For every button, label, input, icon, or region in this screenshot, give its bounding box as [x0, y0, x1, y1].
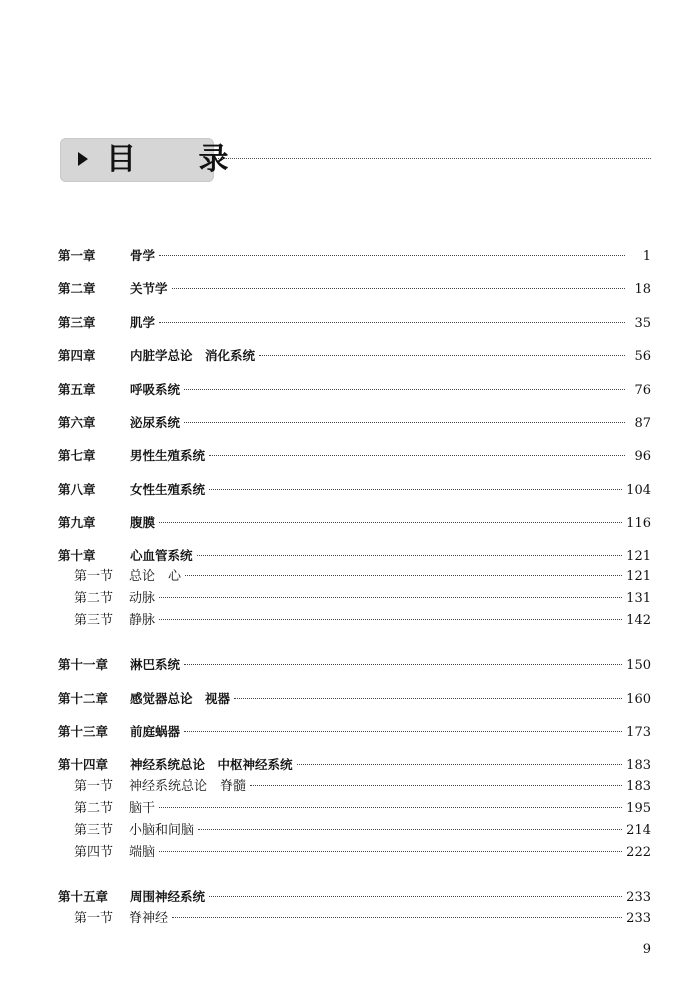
- toc-chapter-entry[interactable]: [58, 413, 651, 433]
- dot-leader: [159, 851, 622, 852]
- toc-entry-label: 第十五章: [58, 889, 109, 904]
- dot-leader: [172, 288, 625, 289]
- toc-chapter-entry[interactable]: [58, 380, 651, 400]
- toc-section-entry[interactable]: [58, 567, 651, 587]
- dot-leader: [297, 764, 623, 765]
- toc-chapter-entry[interactable]: [58, 546, 651, 566]
- toc-entry-title: 感觉器总论 视器: [130, 691, 231, 706]
- toc-chapter-entry[interactable]: [58, 755, 651, 775]
- dot-leader: [172, 917, 622, 918]
- toc-section-entry[interactable]: [58, 821, 651, 841]
- toc-entry-label: 第六章: [58, 415, 96, 430]
- toc-section-entry[interactable]: [58, 589, 651, 609]
- toc-entry-page: 214: [626, 823, 651, 838]
- toc-entry-title: 神经系统总论 脊髓: [129, 779, 247, 794]
- toc-entry-title: 脊神经: [129, 911, 169, 926]
- dot-leader: [250, 785, 622, 786]
- toc-section-entry[interactable]: [58, 843, 651, 863]
- toc-chapter-entry[interactable]: [58, 246, 651, 266]
- toc-entry-title: 总论 心: [129, 569, 182, 584]
- toc-entry-page: 18: [634, 282, 651, 297]
- dot-leader: [184, 731, 622, 732]
- toc-entry-title: 内脏学总论 消化系统: [130, 348, 256, 363]
- dot-leader: [198, 829, 622, 830]
- toc-entry-title: 前庭蜗器: [130, 724, 181, 739]
- toc-entry-label: 第一章: [58, 248, 96, 263]
- dot-leader: [159, 597, 622, 598]
- toc-entry-title: 女性生殖系统: [130, 482, 206, 497]
- toc-entry-title: 动脉: [129, 591, 156, 606]
- toc-entry-page: 96: [634, 449, 651, 464]
- toc-entry-title: 骨学: [130, 248, 156, 263]
- toc-entry-title: 男性生殖系统: [130, 448, 206, 463]
- toc-chapter-entry[interactable]: [58, 513, 651, 533]
- toc-section-entry[interactable]: [58, 777, 651, 797]
- toc-entry-page: 183: [626, 758, 651, 773]
- toc-section-entry[interactable]: [58, 909, 651, 929]
- page-number: 9: [642, 942, 651, 957]
- toc-entry-page: 1: [642, 249, 651, 264]
- toc-section-entry[interactable]: [58, 799, 651, 819]
- table-of-contents: [58, 0, 651, 995]
- toc-entry-title: 端脑: [129, 845, 156, 860]
- toc-chapter-entry[interactable]: [58, 689, 651, 709]
- toc-entry-label: 第四章: [58, 348, 96, 363]
- toc-entry-title: 小脑和间脑: [129, 823, 195, 838]
- toc-chapter-entry[interactable]: [58, 313, 651, 333]
- toc-entry-label: 第二节: [74, 801, 114, 816]
- toc-entry-label: 第三节: [74, 823, 114, 838]
- toc-entry-page: 121: [626, 549, 651, 564]
- toc-entry-title: 肌学: [130, 315, 156, 330]
- toc-entry-page: 116: [626, 516, 651, 531]
- toc-chapter-entry[interactable]: [58, 446, 651, 466]
- toc-entry-page: 131: [626, 591, 651, 606]
- dot-leader: [159, 619, 622, 620]
- dot-leader: [184, 389, 625, 390]
- toc-entry-title: 周围神经系统: [130, 889, 206, 904]
- toc-entry-page: 87: [634, 416, 651, 431]
- dot-leader: [159, 807, 622, 808]
- toc-entry-label: 第一节: [74, 911, 114, 926]
- toc-entry-page: 76: [634, 383, 651, 398]
- toc-entry-label: 第七章: [58, 448, 96, 463]
- toc-entry-title: 静脉: [129, 613, 156, 628]
- toc-section-entry[interactable]: [58, 611, 651, 631]
- toc-entry-page: 222: [626, 845, 651, 860]
- dot-leader: [209, 896, 622, 897]
- dot-leader: [209, 489, 622, 490]
- toc-entry-label: 第二章: [58, 281, 96, 296]
- toc-entry-label: 第十三章: [58, 724, 109, 739]
- toc-entry-title: 腹膜: [130, 515, 156, 530]
- toc-entry-label: 第十章: [58, 548, 96, 563]
- toc-entry-page: 233: [626, 890, 651, 905]
- dot-leader: [184, 664, 622, 665]
- toc-entry-page: 142: [626, 613, 651, 628]
- toc-entry-page: 35: [634, 316, 651, 331]
- dot-leader: [197, 555, 623, 556]
- toc-chapter-entry[interactable]: [58, 722, 651, 742]
- dot-leader: [209, 455, 625, 456]
- toc-entry-title: 泌尿系统: [130, 415, 181, 430]
- toc-entry-label: 第十一章: [58, 657, 109, 672]
- dot-leader: [184, 422, 625, 423]
- toc-entry-page: 121: [626, 569, 651, 584]
- toc-chapter-entry[interactable]: [58, 480, 651, 500]
- toc-entry-label: 第五章: [58, 382, 96, 397]
- dot-leader: [159, 322, 625, 323]
- toc-entry-title: 呼吸系统: [130, 382, 181, 397]
- toc-entry-label: 第二节: [74, 591, 114, 606]
- toc-chapter-entry[interactable]: [58, 346, 651, 366]
- toc-entry-page: 56: [634, 349, 651, 364]
- toc-chapter-entry[interactable]: [58, 279, 651, 299]
- toc-chapter-entry[interactable]: [58, 655, 651, 675]
- toc-entry-label: 第八章: [58, 482, 96, 497]
- toc-entry-page: 233: [626, 911, 651, 926]
- toc-entry-title: 淋巴系统: [130, 657, 181, 672]
- toc-entry-label: 第一节: [74, 779, 114, 794]
- toc-entry-title: 心血管系统: [130, 548, 193, 563]
- toc-entry-label: 第十二章: [58, 691, 109, 706]
- toc-entry-page: 104: [626, 483, 651, 498]
- toc-entry-label: 第三节: [74, 613, 114, 628]
- dot-leader: [234, 698, 622, 699]
- toc-entry-label: 第九章: [58, 515, 96, 530]
- toc-entry-title: 关节学: [130, 281, 168, 296]
- toc-chapter-entry[interactable]: [58, 887, 651, 907]
- dot-leader: [259, 355, 625, 356]
- toc-entry-page: 195: [626, 801, 651, 816]
- toc-heading-text: 目 录: [106, 142, 255, 177]
- dot-leader: [159, 255, 625, 256]
- toc-entry-page: 173: [626, 725, 651, 740]
- toc-entry-label: 第三章: [58, 315, 96, 330]
- toc-entry-page: 160: [626, 692, 651, 707]
- toc-entry-page: 150: [626, 658, 651, 673]
- toc-entry-label: 第十四章: [58, 757, 109, 772]
- dot-leader: [185, 575, 622, 576]
- dot-leader: [159, 522, 622, 523]
- toc-entry-label: 第四节: [74, 845, 114, 860]
- toc-entry-page: 183: [626, 779, 651, 794]
- toc-entry-label: 第一节: [74, 569, 114, 584]
- toc-entry-title: 脑干: [129, 801, 156, 816]
- toc-entry-title: 神经系统总论 中枢神经系统: [130, 757, 293, 772]
